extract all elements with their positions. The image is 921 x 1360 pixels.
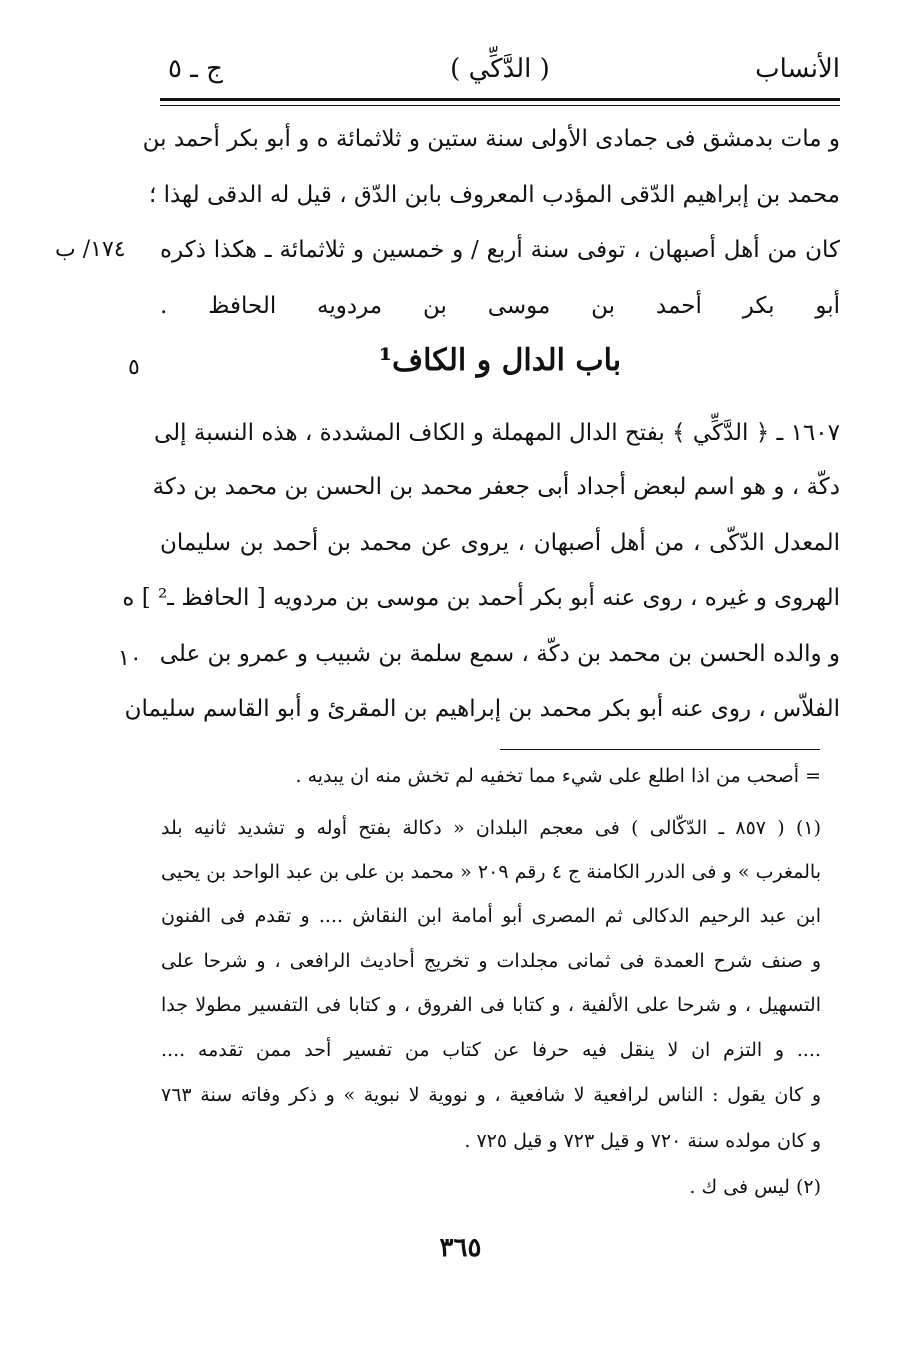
entry-line: المعدل الدّكّى ، من أهل أصبهان ، يروى عن محمد بن أحمد بن سليمان xyxy=(160,530,841,556)
entry-line: ١٦٠٧ ـ ﴿ الدَّكِّي ﴾ بفتح الدال المهملة و الكاف المشددة ، هذه النسبة إلى xyxy=(154,420,840,446)
line-number-10: ١٠ xyxy=(118,646,142,671)
line-number-5: ٥ xyxy=(128,355,140,380)
footnote-line: التسهيل ، و شرحا على الألفية ، و كتابا فى الفروق ، و كتابا فى التفسير مطولا جدا xyxy=(161,994,821,1016)
footnote-line: ابن عبد الرحيم الدكالى ثم المصرى أبو أمامة ابن النقاش .... و تقدم فى الفنون xyxy=(161,905,821,927)
footnote-line: و صنف شرح العمدة فى ثمانى مجلدات و تخريج أحاديث الرافعى ، و شرحا على xyxy=(161,950,821,972)
entry-line: و والده الحسن بن محمد بن دكّة ، سمع سلمة بن شبيب و عمرو بن على xyxy=(159,641,840,667)
text-line: أبو بكر أحمد بن موسى بن مردويه الحافظ . xyxy=(160,293,840,319)
entry-line: الفلاّس ، روى عنه أبو بكر محمد بن إبراهيم بن المقرئ و أبو القاسم سليمان xyxy=(124,696,840,722)
text-line: محمد بن إبراهيم الدّقى المؤدب المعروف بابن الدّق ، قيل له الدقى لهذا ؛ xyxy=(148,182,840,208)
running-header xyxy=(160,50,840,96)
entry-line: الهروى و غيره ، روى عنه أبو بكر أحمد بن موسى بن مردويه [ الحافظ ـ² ] ه xyxy=(122,585,840,611)
footnote-line: .... و التزم ان لا ينقل فيه حرفا عن كتاب من تفسير أحد ممن تقدمه .... xyxy=(161,1039,821,1061)
header-entry-title: ( الدَّكِّي ) xyxy=(450,54,550,84)
header-rule-thick xyxy=(160,98,840,101)
section-heading: باب الدال و الكاف¹ xyxy=(378,343,622,378)
footnote-line: بالمغرب » و فى الدرر الكامنة ج ٤ رقم ٢٠٩ « محمد بن على بن عبد الواحد بن يحيى xyxy=(161,861,821,883)
text-line: و مات بدمشق فى جمادى الأولى سنة ستين و ثلاثمائة ه و أبو بكر أحمد بن xyxy=(142,126,840,152)
footnote-line: و كان مولده سنة ٧٢٠ و قيل ٧٢٣ و قيل ٧٢٥ . xyxy=(464,1130,821,1152)
footnote-line: (٢) ليس فى ك . xyxy=(689,1176,821,1198)
header-book-title: الأنساب xyxy=(755,54,840,84)
header-volume: ج ـ ٥ xyxy=(168,54,223,84)
footnote-line: و كان يقول : الناس لرافعية لا شافعية ، و نووية لا نبوية » و ذكر وفاته سنة ٧٦٣ xyxy=(161,1084,821,1106)
folio-marker: ١٧٤/ ب xyxy=(55,237,126,262)
entry-line: دكّة ، و هو اسم لبعض أجداد أبى جعفر محمد بن الحسن بن محمد بن دكة xyxy=(152,474,840,500)
footnote-rule xyxy=(500,749,820,750)
page-number: ٣٦٥ xyxy=(439,1233,482,1263)
footnote-line: (١) ( ٨٥٧ ـ الدّكّالى ) فى معجم البلدان « دكالة بفتح أوله و تشديد ثانيه بلد xyxy=(161,817,821,839)
footnote-line: = أصحب من اذا اطلع على شيء مما تخفيه لم تخش منه ان يبديه . xyxy=(295,765,821,787)
header-rule-thin xyxy=(160,105,840,106)
text-line: كان من أهل أصبهان ، توفى سنة أربع / و خمسين و ثلاثمائة ـ هكذا ذكره xyxy=(160,237,840,263)
